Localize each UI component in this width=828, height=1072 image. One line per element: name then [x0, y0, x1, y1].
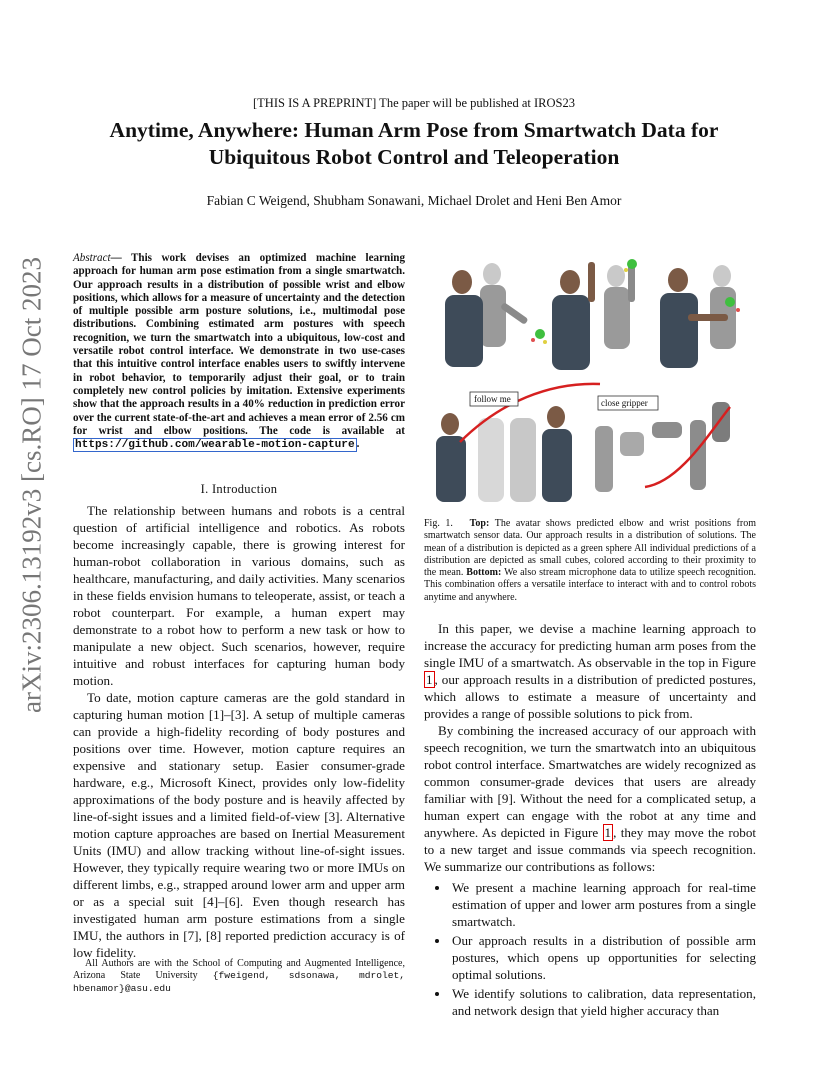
intro-paragraph: In this paper, we devise a machine learning approach to increase the accuracy for predicting human arm poses from the single IMU of a smartwatch. As observable in the top in Figure 1 , our approach results in a distribution of predicted postures, which allows to estimate a measure of uncertainty and provides a range of possible solutions to pick from.	[424, 621, 756, 721]
introduction-left-column	[73, 502, 405, 961]
figure-ref-link[interactable]: 1	[426, 672, 433, 687]
affiliation-footnote	[73, 958, 405, 995]
teleop-panel	[436, 384, 730, 502]
author-list: Fabian C Weigend, Shubham Sonawani, Michael Drolet and Heni Ben Amor	[206, 193, 622, 208]
figure-1-graphic	[430, 252, 755, 507]
intro-paragraph: To date, motion capture cameras are the gold standard in capturing human motion [1]–[3]. A setup of multiple cameras can provide a high-fidelity recording of body postures and positions over time. However, motion capture requires an expensive and stationary setup. Easier consumer-grade hardware, e.g., Microsoft Kinect, provides only low-fidelity approximations of the body posture and is heavily affected by line-of-sight issues and a limited field-of-view [3]. Alternative motion capture approaches are based on Inertial Measurement Units (IMU) and allow tracking without line-of-sight issues. However, they typically require wearing two or more IMUs on different limbs, e.g., strapped around lower arm and upper arm or as a special suit [4]–[6]. Even though research has investigated human arm posture estimations from a single IMU, the authors in [7], [8] reported prediction accuracy is of low fidelity.	[73, 690, 405, 960]
footnote-emails: {fweigend, sdsonawa, mdrolet, hbenamor}@asu.edu	[73, 970, 405, 994]
contributions-list	[424, 879, 756, 1019]
figure-1	[430, 252, 755, 507]
abstract-label: Abstract	[73, 252, 111, 264]
caption-label: Fig. 1.	[424, 518, 453, 529]
section-heading-introduction: I. Introduction	[200, 482, 278, 496]
arxiv-stamp-text: arXiv:2306.13192v3 [cs.RO] 17 Oct 2023	[16, 257, 47, 713]
list-item: • We present a machine learning approach for real-time estimation of upper and lower arm postures from a single smartwatch.	[450, 879, 756, 930]
footnote-text: All Authors are with the School of Computing and Augmented Intelligence, Arizona State University	[73, 958, 405, 982]
figure-1-caption	[424, 518, 756, 604]
intro-paragraph: By combining the increased accuracy of our approach with speech recognition, we turn the smartwatch into an ubiquitous robot control interface. Smartwatches are widely recognized as common consumer-grade devices that users are already familiar with [9]. Without the need for a complicated setup, a human expert can engage with the robot at any time and anywhere. As depicted in Figure 1 , they may move the robot to a new target and issue commands via speech recognition. We summarize our contributions as follows:	[424, 723, 756, 874]
abstract-text: — This work devises an optimized machine learning approach for human arm pose estimation from a single smartwatch. Our approach results in a distribution of possible wrist and elbow positions, which allows for a measure of uncertainty and the detection of multiple possible arm posture solutions, i.e., multimodal pose distributions. Combining estimated arm postures with speech recognition, we turn the smartwatch into a ubiquitous, low-cost and versatile robot control interface. We demonstrate in two use-cases that this intuitive control interface enables users to swiftly intervene in robot behavior, to temporarily adjust their goal, or to train completely new control policies by imitation. Extensive experiments show that the approach results in a 40% reduction in prediction error over the current state-of-the-art and achieves a mean error of 2.56 cm for wrist and elbow positions. The code is available at	[73, 252, 405, 437]
arxiv-stamp	[12, 257, 52, 713]
introduction-right-column	[424, 620, 756, 1021]
label-follow-me: follow me	[474, 394, 511, 404]
caption-bottom-label: Bottom:	[466, 567, 502, 579]
preprint-note: [THIS IS A PREPRINT] The paper will be published at IROS23	[253, 96, 575, 110]
intro-paragraph: The relationship between humans and robots is a central question of artificial intelligence and robotics. As robots become increasingly capable, there is growing interest for human-robot collaboration in various domains, such as healthcare, manufacturing, and daily activities. Many scenarios in these fields envision humans to teleoperate, assist, or teach a robot counterpart. For example, a human expert may demonstrate to a robot how to perform a new task or how to manipulate a new object. Such scenarios, however, require intuitive and robust interfaces for capturing human body motion.	[73, 503, 405, 688]
code-link[interactable]: https://github.com/wearable-motion-capture	[75, 439, 355, 452]
label-close-gripper: close gripper	[601, 398, 648, 408]
list-item: • We identify solutions to calibration, data representation, and network design that yield higher accuracy than	[450, 985, 756, 1019]
figure-ref-link[interactable]: 1	[604, 825, 612, 840]
abstract	[73, 252, 405, 452]
caption-text-2: We also stream microphone data to utilize speech recognition. This combination offers a versatile interface to interact with and to control robots anytime and anywhere.	[424, 567, 756, 603]
abstract-end: .	[356, 438, 360, 451]
paper-title: Anytime, Anywhere: Human Arm Pose from Smartwatch Data for Ubiquitous Robot Control and Teleoperation	[109, 118, 719, 169]
caption-text-1: The avatar shows predicted elbow and wrist positions from smartwatch sensor data. Our approach results in a distribution of solutions. The mean of a distribution is depicted as a green sphere All individual predictions of a distribution are depicted as small cubes, colored according to their proximity to the mean.	[424, 518, 756, 579]
list-item: • Our approach results in a distribution of possible arm postures, which opens up opportunities for selecting optimal solutions.	[450, 932, 756, 983]
caption-top-label: Top:	[469, 518, 490, 529]
